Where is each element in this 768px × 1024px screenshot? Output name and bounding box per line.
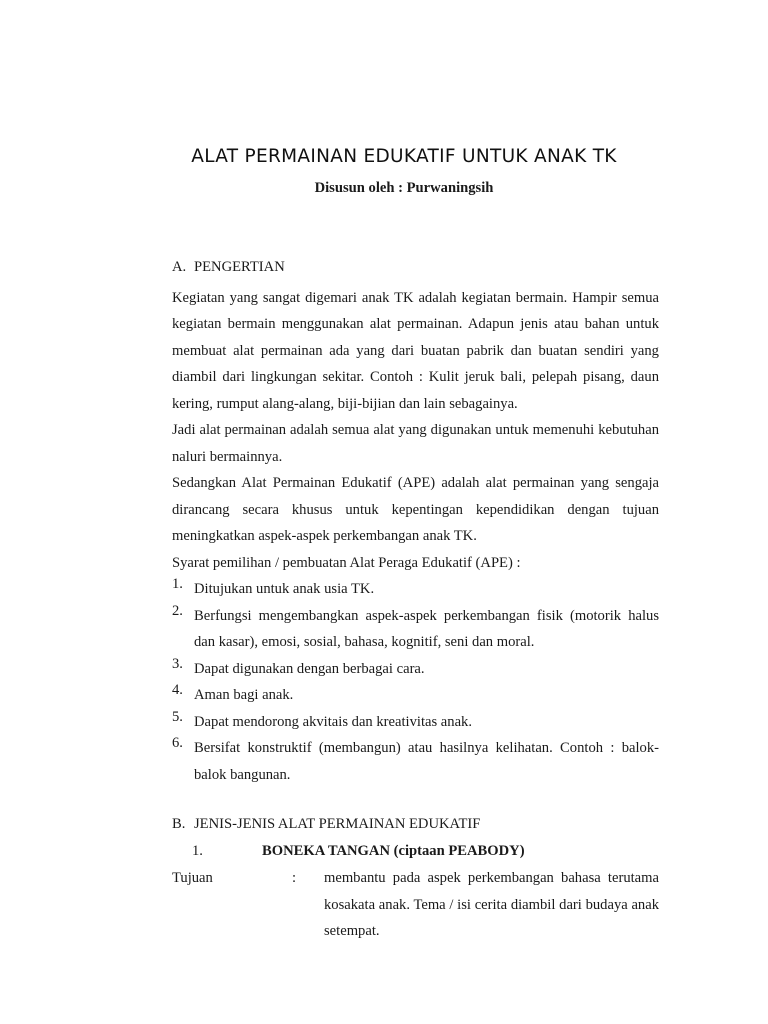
text-line: Dapat mendorong akvitais dan kreativitas anak. <box>194 713 473 730</box>
spacer <box>172 788 659 812</box>
text-line: budaya anak setempat. <box>324 896 660 939</box>
section-a-number: A. <box>172 259 187 275</box>
section-a-heading <box>172 258 659 285</box>
list-item <box>172 735 659 788</box>
list-item-text <box>194 682 659 709</box>
text-line: membantu pada aspek perkembangan bahasa <box>324 870 601 886</box>
definition-label: Tujuan <box>172 870 213 886</box>
section-a-title: PENGERTIAN <box>194 259 285 275</box>
definition-value <box>324 865 659 945</box>
text-line: sengaja dirancang secara khusus untuk kepentingan kependidikan dengan <box>172 475 659 518</box>
list-item <box>172 576 659 603</box>
list-intro: Syarat pemilihan / pembuatan Alat Peraga Edukatif (APE) : <box>172 554 521 571</box>
document-body <box>172 258 659 945</box>
text-line: bahan untuk membuat alat permainan ada yang dari buatan pabrik dan buatan <box>172 316 659 359</box>
paragraph-1 <box>172 285 659 418</box>
text-line: tujuan meningkatkan aspek-aspek perkembangan anak TK. <box>172 501 659 544</box>
list-item-number: 1. <box>172 576 183 592</box>
text-line: Dapat digunakan dengan berbagai cara. <box>194 660 425 677</box>
text-line: balok bangunan. <box>194 766 291 783</box>
paragraph-2 <box>172 417 659 470</box>
list-item-number: 6. <box>172 735 183 751</box>
text-line: semua kegiatan bermain menggunakan alat permainan. Adapun jenis atau <box>172 289 659 332</box>
section-b-title: JENIS-JENIS ALAT PERMAINAN EDUKATIF <box>194 816 481 832</box>
list-item-text <box>194 709 659 736</box>
text-line: Aman bagi anak. <box>194 687 294 703</box>
list-item-text <box>194 576 659 603</box>
paragraph-3 <box>172 470 659 550</box>
list-item-number: 2. <box>172 602 183 619</box>
text-line: pelepah pisang, daun kering, rumput alang-alang, biji-bijian dan lain <box>172 369 659 412</box>
subsection-number: 1. <box>192 842 203 859</box>
definition-row <box>172 865 659 945</box>
text-line: Berfungsi mengembangkan aspek-aspek perkembangan fisik (motorik <box>194 607 622 624</box>
text-line: Sedangkan Alat Permainan Edukatif (APE) adalah alat permainan yang <box>172 475 610 491</box>
list-item <box>172 709 659 736</box>
text-line: Bersifat konstruktif (membangun) atau hasilnya kelihatan. Contoh : balok- <box>194 740 659 756</box>
list-item-number: 4. <box>172 682 183 698</box>
text-line: sebagainya. <box>449 395 518 412</box>
list-item <box>172 682 659 709</box>
list-item-text <box>194 603 659 656</box>
list-item-number: 3. <box>172 655 183 672</box>
subsection-heading <box>172 839 659 866</box>
text-line: terutama kosakata anak. Tema / isi cerita diambil dari <box>324 870 659 913</box>
text-line: halus dan kasar), emosi, sosial, bahasa, kognitif, seni dan moral. <box>194 607 659 650</box>
list-item <box>172 656 659 683</box>
list-item-text <box>194 656 659 683</box>
list-item-number: 5. <box>172 708 183 725</box>
document-author: Disusun oleh : Purwaningsih <box>314 180 494 196</box>
text-line: kebutuhan naluri bermainnya. <box>172 422 659 465</box>
list-item <box>172 603 659 656</box>
section-b-heading <box>172 812 659 839</box>
list-item-text <box>194 735 659 788</box>
text-line: Kegiatan yang sangat digemari anak TK adalah kegiatan bermain. Hampir <box>172 289 617 306</box>
text-line: Jadi alat permainan adalah semua alat yang digunakan untuk memenuhi <box>172 422 595 438</box>
document-title: ALAT PERMAINAN EDUKATIF UNTUK ANAK TK <box>191 146 617 167</box>
text-line: Ditujukan untuk anak usia TK. <box>194 581 375 597</box>
section-b-number: B. <box>172 816 186 832</box>
subsection-title: BONEKA TANGAN (ciptaan PEABODY) <box>262 842 525 859</box>
definition-colon: : <box>292 870 297 886</box>
text-line: sendiri yang diambil dari lingkungan sekitar. Contoh : Kulit jeruk bali, <box>172 342 659 385</box>
